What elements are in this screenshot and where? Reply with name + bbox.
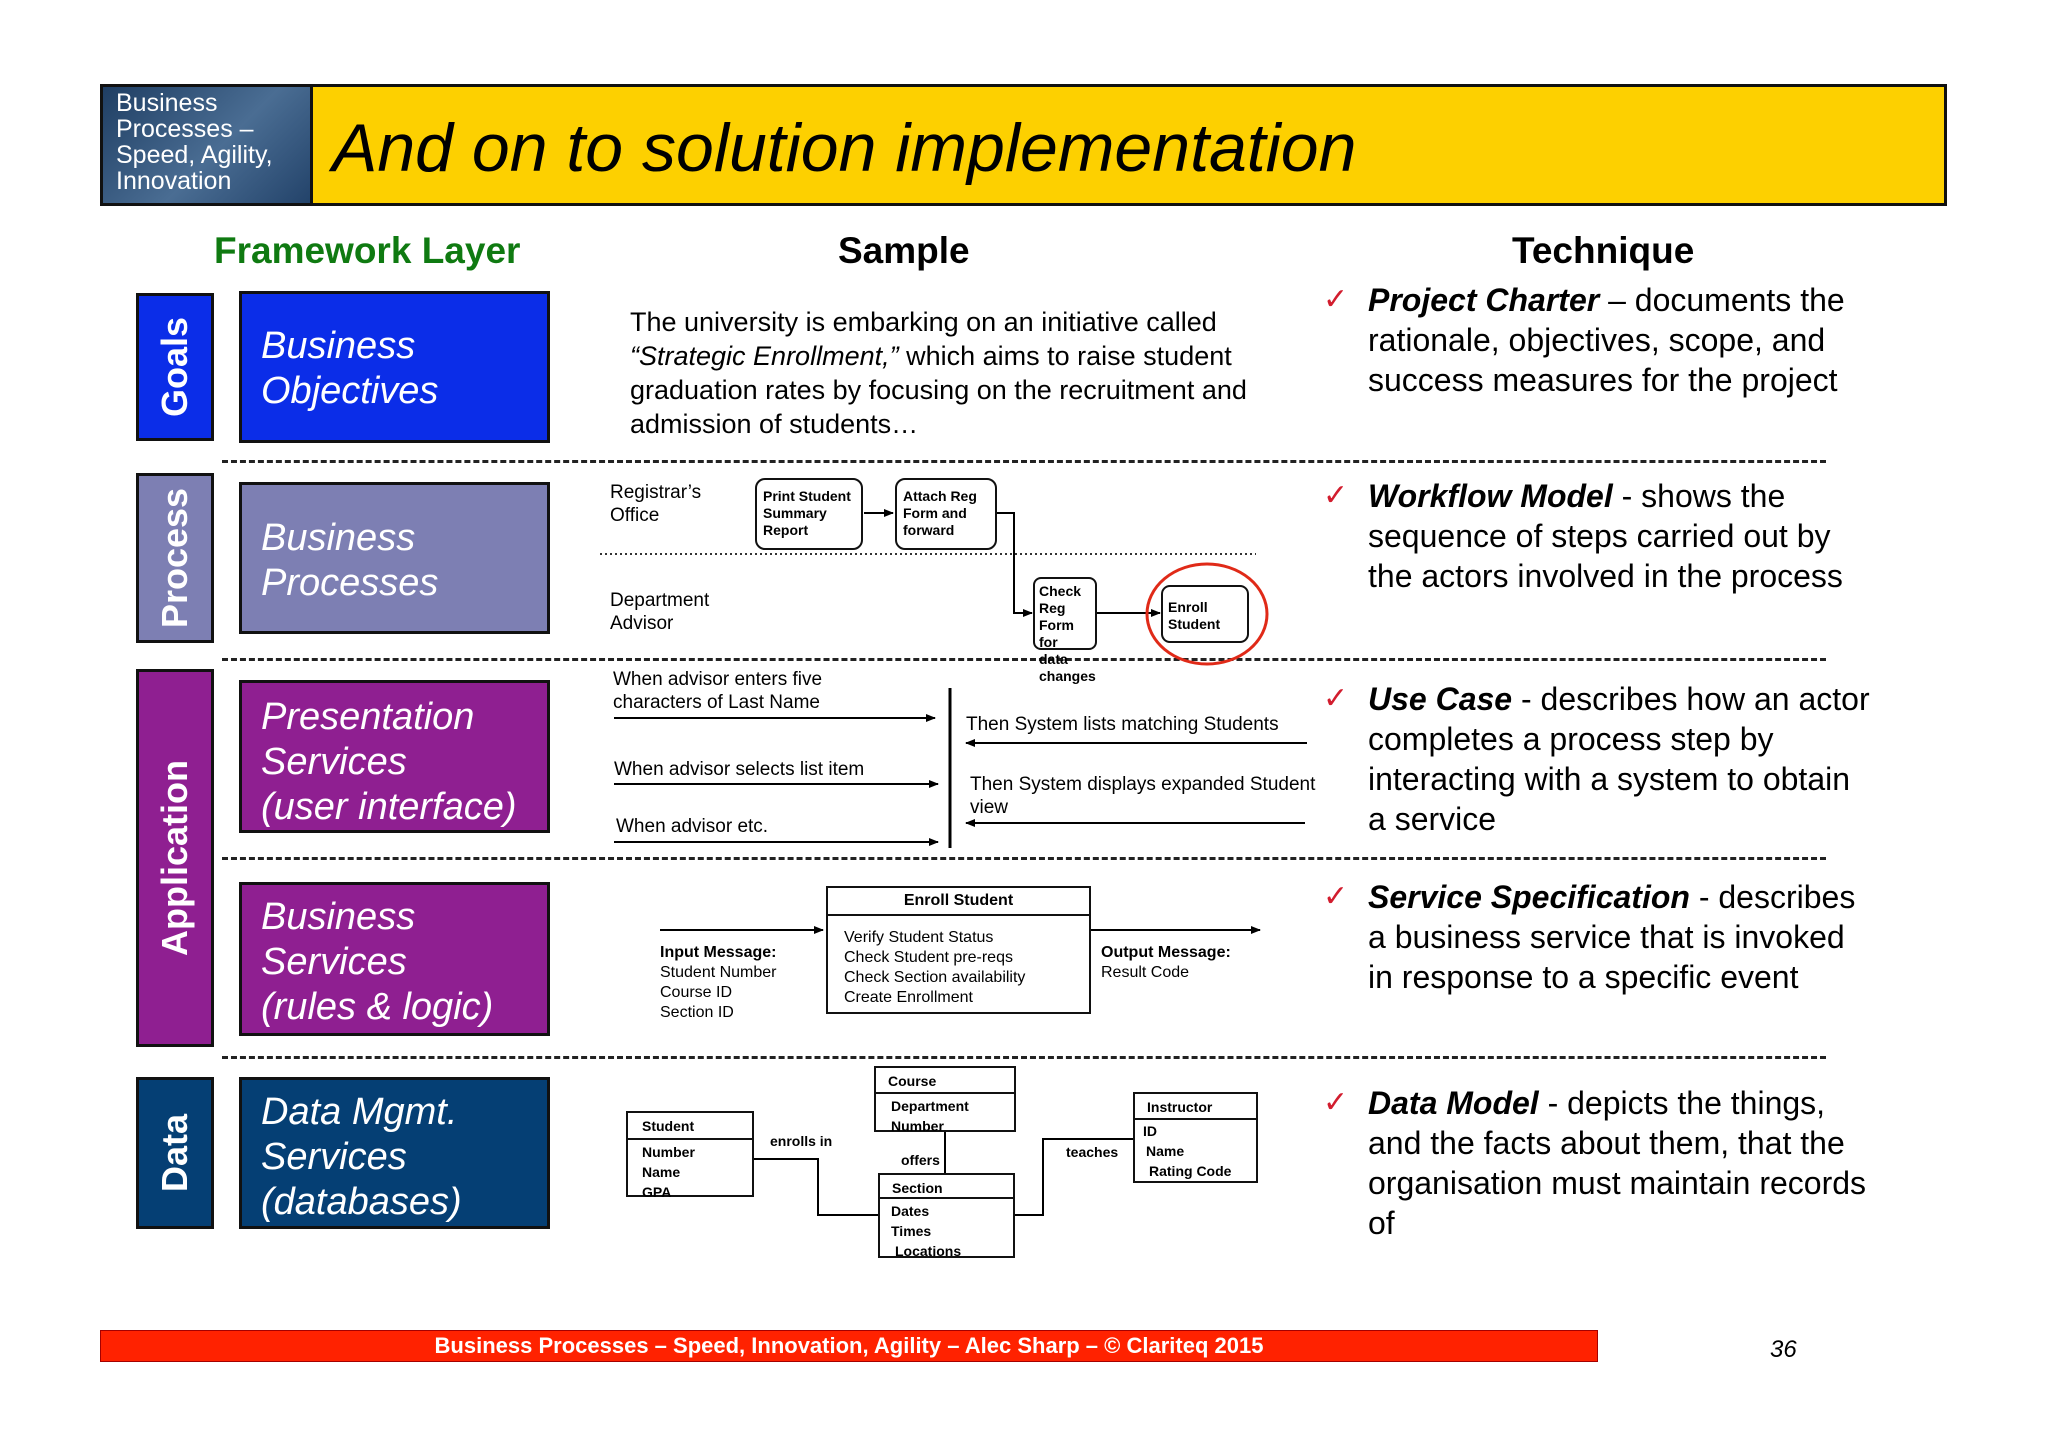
entity-attr: Locations <box>895 1243 962 1259</box>
input-message <box>660 943 777 1023</box>
technique-line: a business service that is invoked <box>1368 919 1845 955</box>
actor-action: When advisor etc. <box>616 816 769 837</box>
entity-attr: Rating Code <box>1149 1163 1232 1179</box>
layer-line: (rules & logic) <box>261 986 494 1028</box>
step-line: Attach Reg <box>903 488 977 504</box>
relationship-label: enrolls in <box>770 1133 833 1149</box>
technique-line: and the facts about them, that the <box>1368 1125 1845 1161</box>
data-label: Data <box>154 1113 195 1193</box>
step-line: Form for <box>1039 617 1074 650</box>
system-response: Then System lists matching Students <box>966 714 1279 735</box>
entity-attr: Dates <box>891 1203 930 1219</box>
lane-line: Advisor <box>610 613 674 634</box>
workflow-step-enroll <box>1161 585 1249 643</box>
workflow-step <box>1033 577 1097 684</box>
entity-attr: Name <box>1146 1143 1185 1159</box>
initiative-name: “Strategic Enrollment,” <box>630 341 899 371</box>
relationship-label: offers <box>901 1152 940 1168</box>
footer-banner: Business Processes – Speed, Innovation, Agility – Alec Sharp – © Clariteq 2015 <box>100 1330 1598 1362</box>
step-line: Check Reg <box>1039 583 1082 616</box>
entity-name: Course <box>876 1068 1014 1094</box>
check-icon: ✓ <box>1323 283 1349 316</box>
technique-text <box>1368 476 1938 596</box>
technique-line: success measures for the project <box>1368 362 1838 398</box>
entity-section <box>878 1173 1015 1258</box>
action-line: When advisor enters five <box>613 669 823 690</box>
lane-line: Office <box>610 505 660 526</box>
step-line: Form and <box>903 505 967 521</box>
technique-name: Data Model <box>1368 1085 1539 1121</box>
entity-attr: Name <box>642 1164 681 1180</box>
output-label: Output Message: <box>1101 944 1231 961</box>
sample-heading: Sample <box>838 230 970 271</box>
course-title-line: Speed, Agility, <box>116 141 273 169</box>
layer-line: Services <box>261 941 407 983</box>
lane-line: Department <box>610 590 710 611</box>
entity-attr: ID <box>1143 1123 1157 1139</box>
service-name: Enroll Student <box>828 888 1089 916</box>
technique-desc: - shows the <box>1612 478 1786 514</box>
technique-line <box>1368 280 1938 320</box>
entity-attr: Number <box>891 1118 944 1134</box>
check-icon: ✓ <box>1323 880 1349 913</box>
step-line: Print Student <box>763 488 851 504</box>
process-label: Process <box>154 487 196 629</box>
technique-desc: – documents the <box>1599 282 1845 318</box>
step-line: data <box>1039 651 1068 667</box>
input-field: Course ID <box>660 984 733 1001</box>
layer-line: Business <box>261 517 416 559</box>
technique-line <box>1368 476 1938 516</box>
technique-name: Use Case <box>1368 681 1513 717</box>
output-field: Result Code <box>1101 964 1190 981</box>
step-line: changes <box>1039 668 1096 684</box>
service-step: Verify Student Status <box>844 929 994 946</box>
technique-line: a service <box>1368 801 1497 837</box>
step-line: Enroll <box>1168 599 1208 615</box>
sample-line: admission of students… <box>630 409 919 439</box>
output-message <box>1101 943 1231 983</box>
technique-line <box>1368 679 1938 719</box>
input-field: Student Number <box>660 964 777 981</box>
layer-line: Presentation <box>261 696 475 738</box>
step-line: Student <box>1168 616 1221 632</box>
workflow-step <box>895 478 997 550</box>
entity-attr: GPA <box>642 1184 672 1200</box>
technique-desc: - describes <box>1689 879 1856 915</box>
entity-instructor <box>1133 1092 1258 1183</box>
workflow-step <box>755 478 863 550</box>
technique-line <box>1368 1083 1938 1123</box>
service-step: Create Enrollment <box>844 989 973 1006</box>
sample-line-rest: which aims to raise student <box>898 341 1232 371</box>
service-steps <box>828 916 1089 1008</box>
layer-line: (databases) <box>261 1181 462 1223</box>
technique-line <box>1368 877 1938 917</box>
check-icon: ✓ <box>1323 1086 1349 1119</box>
entity-attr: Number <box>642 1144 695 1160</box>
service-box <box>826 886 1091 1014</box>
layer-line: Business <box>261 325 416 367</box>
system-response <box>970 773 1315 819</box>
entity-name: Student <box>628 1113 752 1140</box>
layer-line: Services <box>261 741 407 783</box>
actor-action <box>613 668 822 714</box>
technique-name: Project Charter <box>1368 282 1600 318</box>
entity-course <box>874 1066 1016 1132</box>
framework-layer-heading: Framework Layer <box>214 230 521 271</box>
entity-attrs <box>880 1199 1013 1261</box>
application-label: Application <box>154 760 195 956</box>
entity-attrs <box>1135 1120 1256 1181</box>
input-field: Section ID <box>660 1004 734 1021</box>
layer-line: Processes <box>261 562 439 604</box>
technique-line: the actors involved in the process <box>1368 558 1843 594</box>
page-number: 36 <box>1770 1336 1797 1363</box>
step-line: forward <box>903 522 955 538</box>
layer-line: Data Mgmt. <box>261 1091 458 1133</box>
step-line: Report <box>763 522 809 538</box>
lane-advisor <box>610 589 709 635</box>
technique-text <box>1368 280 1938 400</box>
sample-line: The university is embarking on an initiative called <box>630 307 1217 337</box>
action-line: characters of Last Name <box>613 692 820 713</box>
entity-attr: Department <box>891 1098 969 1114</box>
entity-attrs <box>876 1094 1014 1136</box>
technique-name: Service Specification <box>1368 879 1690 915</box>
layer-line: Objectives <box>261 370 439 412</box>
service-step: Check Section availability <box>844 969 1026 986</box>
layer-line: Business <box>261 896 416 938</box>
technique-text <box>1368 1083 1938 1243</box>
response-line: view <box>970 797 1009 818</box>
course-title-line: Innovation <box>116 167 232 195</box>
course-title-line: Processes – <box>116 115 254 143</box>
slide-title: And on to solution implementation <box>332 110 1357 186</box>
technique-text <box>1368 877 1938 997</box>
actor-action: When advisor selects list item <box>614 759 865 780</box>
technique-line: in response to a specific event <box>1368 959 1799 995</box>
step-line: Summary <box>763 505 827 521</box>
goals-label: Goals <box>154 316 196 418</box>
technique-name: Workflow Model <box>1368 478 1613 514</box>
entity-attr: Times <box>891 1223 932 1239</box>
technique-line: completes a process step by <box>1368 721 1774 757</box>
check-icon: ✓ <box>1323 479 1349 512</box>
entity-name: Instructor <box>1135 1094 1256 1120</box>
input-label: Input Message: <box>660 944 777 961</box>
lane-registrar <box>610 481 701 527</box>
technique-desc: - depicts the things, <box>1538 1085 1826 1121</box>
lane-line: Registrar’s <box>610 482 702 503</box>
technique-line: organisation must maintain records <box>1368 1165 1867 1201</box>
layer-line: Services <box>261 1136 407 1178</box>
entity-name: Section <box>880 1175 1013 1199</box>
course-title-line: Business <box>116 89 218 117</box>
technique-line: interacting with a system to obtain <box>1368 761 1851 797</box>
check-icon: ✓ <box>1323 682 1349 715</box>
technique-text <box>1368 679 1938 839</box>
technique-line: sequence of steps carried out by <box>1368 518 1831 554</box>
entity-student <box>626 1111 754 1200</box>
relationship-label: teaches <box>1066 1144 1119 1160</box>
technique-line: rationale, objectives, scope, and <box>1368 322 1826 358</box>
workflow-arrow <box>997 513 1032 613</box>
technique-line: of <box>1368 1205 1395 1241</box>
sample-line: graduation rates by focusing on the recruitment and <box>630 375 1247 405</box>
service-step: Check Student pre-reqs <box>844 949 1013 966</box>
entity-attrs <box>628 1140 752 1202</box>
enrolls-relationship <box>753 1159 878 1215</box>
response-line: Then System displays expanded Student <box>970 774 1316 795</box>
technique-heading: Technique <box>1512 230 1695 271</box>
technique-desc: - describes how an actor <box>1512 681 1870 717</box>
layer-line: (user interface) <box>261 786 517 828</box>
